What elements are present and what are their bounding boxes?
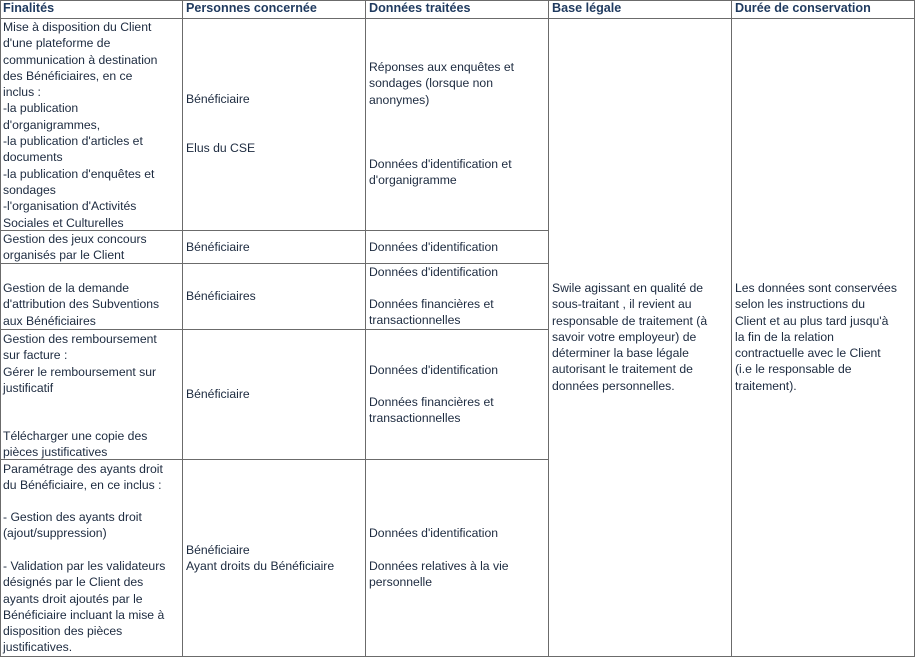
row1-donnees-a: Réponses aux enquêtes et sondages (lorsque non anonymes) xyxy=(369,60,515,107)
row5-finalite-a: Paramétrage des ayants droit du Bénéficiaire, en ce inclus : xyxy=(3,462,163,493)
header-finalites: Finalités xyxy=(3,1,55,15)
header-personnes: Personnes concernée xyxy=(186,1,317,15)
row5-finalite-b: - Gestion des ayants droit (ajout/suppression) xyxy=(3,510,142,541)
duree-text: Les données sont conservées selon les instructions du Client et au plus tard jusqu'à la fin de la relation contractuelle avec le Client (i.e le responsable de traitement). xyxy=(735,281,897,393)
row2-personne: Bénéficiaire xyxy=(186,240,250,254)
row3-donnees-b: Données financières et transactionnelles xyxy=(369,297,494,328)
row4-finalite-b: Télécharger une copie des pièces justificatives xyxy=(3,429,148,460)
header-base-legale: Base légale xyxy=(552,1,622,15)
row1-donnees-b: Données d'identification et d'organigramme xyxy=(369,157,512,188)
header-duree: Durée de conservation xyxy=(735,1,871,15)
header-donnees: Données traitées xyxy=(369,1,471,15)
row2-donnees: Données d'identification xyxy=(369,240,499,254)
row4-personne: Bénéficiaire xyxy=(186,387,250,401)
row3-finalite: Gestion de la demande d'attribution des Subventions aux Bénéficiaires xyxy=(3,281,160,328)
row3-personne: Bénéficiaires xyxy=(186,289,256,303)
row4-donnees-b: Données financières et transactionnelles xyxy=(369,395,494,426)
row1-personne-2: Elus du CSE xyxy=(186,141,256,155)
row2-finalite: Gestion des jeux concours organisés par le Client xyxy=(3,232,147,263)
row1-personne-1: Bénéficiaire xyxy=(186,92,250,106)
row4-donnees-a: Données d'identification xyxy=(369,363,499,377)
row5-personnes: Bénéficiaire Ayant droits du Bénéficiaire xyxy=(186,543,335,574)
row5-donnees-a: Données d'identification xyxy=(369,526,499,540)
row5-donnees-b: Données relatives à la vie personnelle xyxy=(369,559,509,590)
base-legale-text: Swile agissant en qualité de sous-traitant , il revient au responsable de traitement (à savoir votre employeur) de déterminer la base légale autorisant le traitement de données personnelles. xyxy=(552,281,708,393)
row1-finalite: Mise à disposition du Client d'une plateforme de communication à destination des Bénéficiaires, en ce inclus : -la publication d'organigrammes, -la publication d'articles et documents -la publication d'enquêtes et sondages -l'organisation d'Activités Sociales et Culturelles xyxy=(3,20,158,230)
row5-finalite-c: - Validation par les validateurs désignés par le Client des ayants droit ajoutés par le Bénéficiaire incluant la mise à disposition des pièces justificatives. xyxy=(3,559,166,655)
row4-finalite-a: Gestion des remboursement sur facture : Gérer le remboursement sur justificatif xyxy=(3,332,157,395)
row3-donnees-a: Données d'identification xyxy=(369,265,499,279)
